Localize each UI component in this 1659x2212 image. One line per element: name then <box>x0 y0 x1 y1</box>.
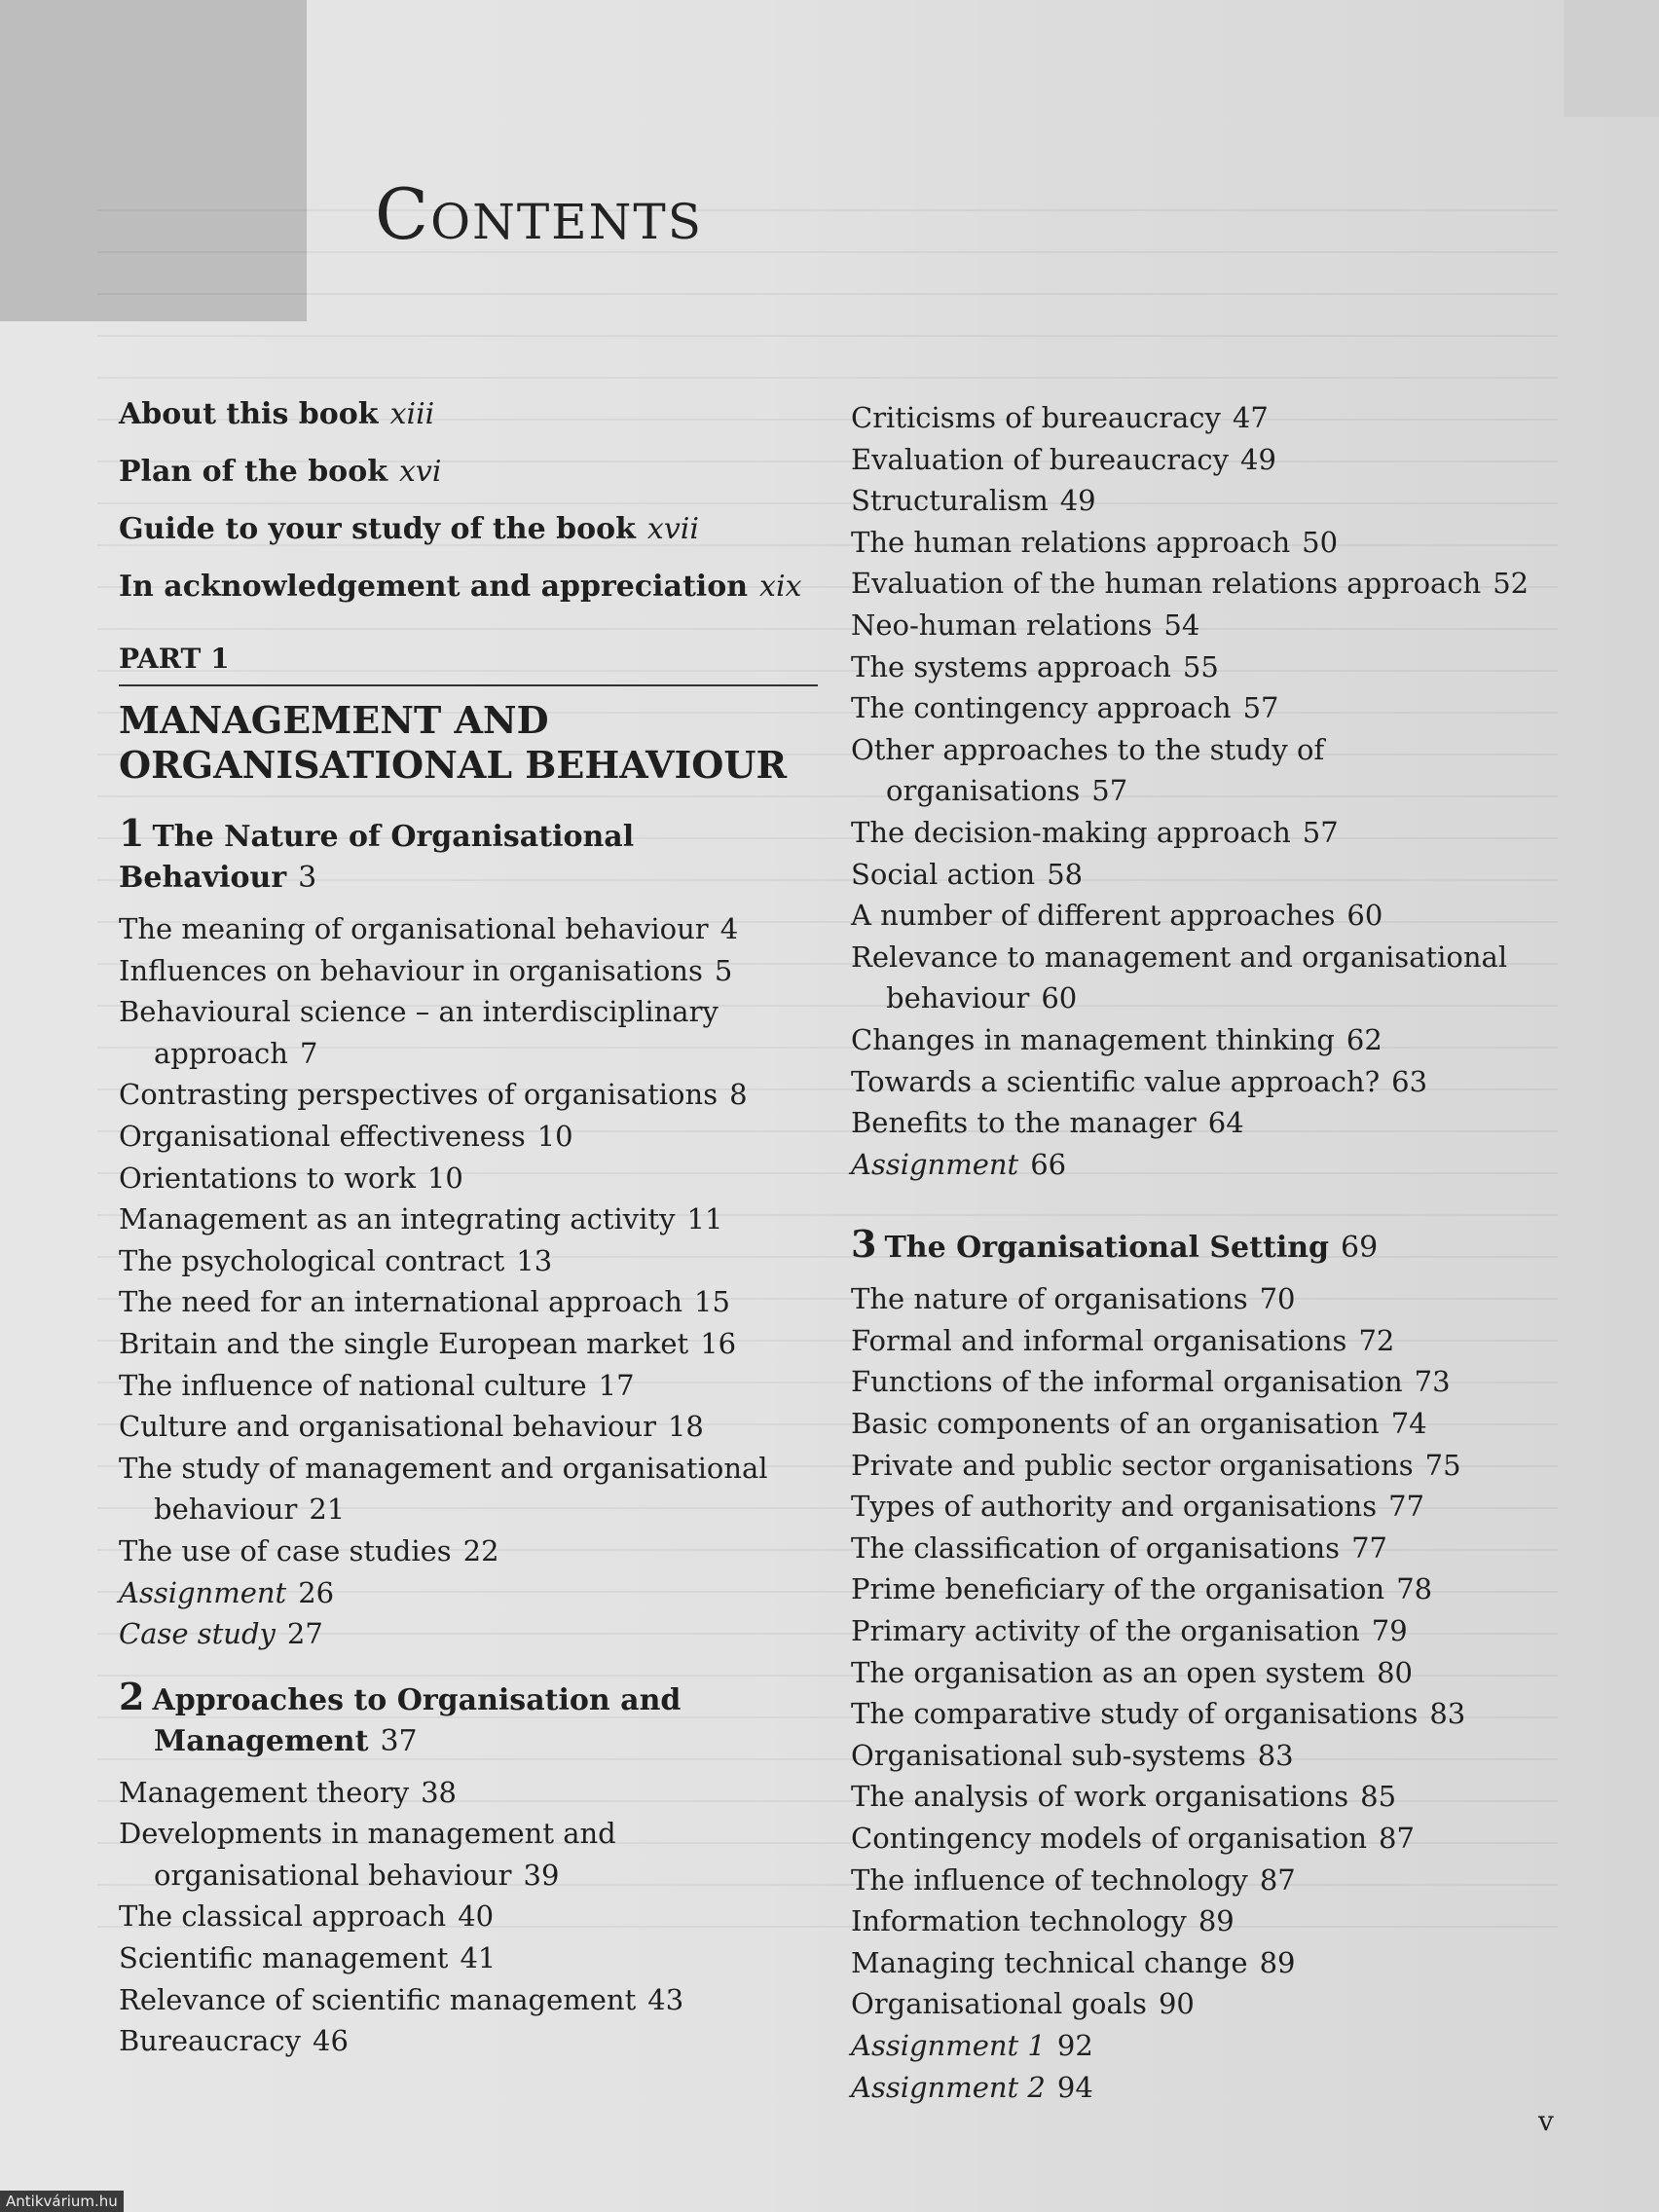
toc-entry-label: Changes in management thinking <box>851 1022 1335 1056</box>
toc-entry-label: The analysis of work organisations <box>851 1780 1349 1814</box>
toc-entry[interactable] <box>119 1979 820 2021</box>
toc-entry-page: 17 <box>598 1368 635 1402</box>
toc-entry[interactable] <box>851 1019 1552 1061</box>
toc-entry-page: 62 <box>1346 1022 1382 1056</box>
toc-entry-page: 70 <box>1259 1282 1296 1316</box>
toc-entry[interactable] <box>851 812 1552 854</box>
toc-entry[interactable] <box>851 1403 1552 1445</box>
toc-entry-label: Organisational effectiveness <box>119 1119 526 1153</box>
toc-entry[interactable] <box>851 1061 1552 1103</box>
toc-entry[interactable] <box>119 1240 820 1282</box>
toc-entry[interactable] <box>119 1406 820 1448</box>
toc-entry-label: Developments in management and organisational behaviour <box>119 1817 616 1892</box>
toc-entry-label: The decision-making approach <box>851 815 1291 849</box>
toc-entry-label: The psychological contract <box>119 1243 505 1277</box>
toc-entry[interactable] <box>851 1320 1552 1362</box>
toc-entry[interactable] <box>851 1102 1552 1144</box>
toc-entry-page: 26 <box>298 1575 335 1609</box>
toc-entry-page: 8 <box>729 1078 748 1112</box>
toc-entry-label: Private and public sector organisations <box>851 1448 1414 1482</box>
toc-entry-page: 73 <box>1414 1365 1451 1399</box>
toc-entry-label: A number of different approaches <box>851 899 1336 933</box>
toc-entry-label: Criticisms of bureaucracy <box>851 401 1221 434</box>
toc-entry-label: The study of management and organisational behaviour <box>119 1451 768 1527</box>
toc-entry[interactable] <box>119 1158 820 1199</box>
toc-entry-label: Orientations to work <box>119 1161 416 1195</box>
toc-entry-page: 79 <box>1371 1614 1408 1648</box>
toc-entry[interactable] <box>851 439 1552 481</box>
toc-entry[interactable] <box>119 1813 820 1896</box>
toc-entry-label: Evaluation of bureaucracy <box>851 442 1230 476</box>
toc-entry-label: Relevance of scientific management <box>119 1982 637 2016</box>
toc-entry-page: 4 <box>719 912 739 945</box>
toc-entry-label: Information technology <box>851 1904 1187 1938</box>
front-matter-entry[interactable]: About this book xiii <box>119 397 435 431</box>
toc-entry-label: The contingency approach <box>851 691 1232 725</box>
toc-entry-page: 38 <box>421 1775 457 1809</box>
toc-entry-label: Social action <box>851 857 1036 891</box>
toc-entry-page: 57 <box>1302 815 1339 849</box>
toc-entry[interactable] <box>851 605 1552 646</box>
toc-entry-page: 63 <box>1391 1064 1428 1098</box>
page-number: v <box>1538 2105 1554 2137</box>
toc-entry[interactable] <box>851 854 1552 896</box>
toc-entry-page: 52 <box>1493 567 1530 601</box>
chapter-1-entries <box>119 908 820 1655</box>
toc-entry-page: 90 <box>1158 1987 1195 2021</box>
toc-entry-label: Influences on behaviour in organisations <box>119 953 703 987</box>
toc-entry-label: Britain and the single European market <box>119 1326 689 1360</box>
toc-entry-label: Formal and informal organisations <box>851 1323 1347 1357</box>
toc-entry[interactable] <box>851 397 1552 439</box>
toc-entry[interactable] <box>851 937 1552 1019</box>
toc-entry[interactable] <box>851 1610 1552 1652</box>
toc-entry[interactable] <box>851 1735 1552 1777</box>
toc-entry-label: Scientific management <box>119 1941 449 1975</box>
toc-entry-label: Structuralism <box>851 484 1049 518</box>
toc-entry[interactable] <box>119 2020 820 2062</box>
toc-entry-page: 49 <box>1059 484 1096 518</box>
toc-entry-page: 83 <box>1429 1697 1466 1731</box>
toc-entry-page: 21 <box>309 1493 346 1527</box>
toc-entry-label: Behavioural science – an interdisciplinary approach <box>119 995 719 1070</box>
toc-entry-page: 87 <box>1259 1862 1296 1897</box>
toc-entry-label: Towards a scientific value approach? <box>851 1064 1381 1098</box>
chapter-3-entries <box>851 1278 1552 2108</box>
toc-entry-page: 39 <box>523 1858 560 1892</box>
toc-entry-page: 87 <box>1379 1822 1415 1855</box>
toc-entry-page: 66 <box>1030 1147 1067 1181</box>
toc-entry[interactable] <box>851 1818 1552 1860</box>
part-label: PART 1 <box>119 643 818 686</box>
chapter-heading[interactable]: 2 Approaches to Organisation and Management 37 <box>119 1674 682 1758</box>
toc-entry-page: 10 <box>426 1161 463 1195</box>
toc-entry[interactable] <box>119 950 820 992</box>
toc-entry-label: Bureaucracy <box>119 2024 301 2058</box>
toc-entry[interactable] <box>119 1896 820 1937</box>
toc-entry-label: Neo-human relations <box>851 608 1153 642</box>
toc-entry-page: 7 <box>299 1036 318 1070</box>
toc-entry[interactable] <box>119 1772 820 1814</box>
chapter-2-entries-continued <box>851 397 1552 1185</box>
toc-entry-label: The meaning of organisational behaviour <box>119 912 709 945</box>
toc-entry-page: 94 <box>1056 2070 1093 2104</box>
toc-entry-page: 22 <box>462 1533 499 1567</box>
toc-entry-label: Other approaches to the study of organisations <box>851 732 1325 808</box>
toc-left-column <box>119 397 820 2062</box>
toc-entry-page: 75 <box>1424 1448 1461 1482</box>
toc-entry-page: 40 <box>458 1899 495 1934</box>
toc-entry-page: 77 <box>1388 1490 1425 1524</box>
front-matter-entry[interactable]: In acknowledgement and appreciation xix <box>119 570 802 604</box>
toc-entry-page: 46 <box>313 2024 349 2058</box>
part-title: MANAGEMENT AND ORGANISATIONAL BEHAVIOUR <box>119 698 788 787</box>
toc-entry[interactable] <box>851 1144 1552 1186</box>
toc-entry-label: Prime beneficiary of the organisation <box>851 1572 1385 1606</box>
toc-entry-label: The organisation as an open system <box>851 1655 1366 1689</box>
toc-entry-page: 18 <box>667 1410 704 1444</box>
toc-entry[interactable] <box>851 1486 1552 1528</box>
toc-entry-label: Assignment <box>119 1575 287 1609</box>
toc-entry-label: Managing technical change <box>851 1945 1248 1979</box>
toc-entry-label: The nature of organisations <box>851 1282 1248 1316</box>
toc-entry[interactable] <box>851 1361 1552 1403</box>
chapter-2-entries <box>119 1772 820 2062</box>
toc-entry[interactable] <box>119 908 820 950</box>
toc-entry-label: Management theory <box>119 1775 410 1809</box>
toc-entry-page: 11 <box>686 1202 723 1236</box>
toc-entry[interactable] <box>851 1983 1552 2025</box>
toc-entry-page: 77 <box>1351 1530 1387 1565</box>
toc-entry-label: Organisational sub-systems <box>851 1738 1246 1772</box>
toc-entry-page: 85 <box>1360 1780 1397 1814</box>
toc-entry-page: 60 <box>1041 981 1078 1015</box>
toc-entry-label: Functions of the informal organisation <box>851 1365 1403 1399</box>
watermark: Antikvárium.hu <box>0 2191 124 2212</box>
chapter-heading[interactable]: 3 The Organisational Setting 69 <box>851 1222 1379 1267</box>
toc-entry[interactable] <box>851 1693 1552 1735</box>
toc-entry-page: 10 <box>536 1119 573 1153</box>
front-matter-entry[interactable]: Plan of the book xvi <box>119 455 442 489</box>
toc-entry[interactable] <box>851 563 1552 605</box>
toc-entry-label: The influence of technology <box>851 1862 1248 1897</box>
toc-entry[interactable] <box>851 1278 1552 1320</box>
toc-entry-page: 74 <box>1390 1407 1427 1441</box>
toc-entry-label: Contrasting perspectives of organisations <box>119 1078 719 1112</box>
page-title: Contents <box>375 173 704 255</box>
toc-entry-label: The systems approach <box>851 649 1171 683</box>
toc-entry[interactable] <box>119 1281 820 1323</box>
toc-entry-page: 89 <box>1259 1945 1296 1979</box>
front-matter-entry[interactable]: Guide to your study of the book xvii <box>119 512 699 546</box>
toc-entry-page: 64 <box>1207 1106 1244 1140</box>
toc-entry-page: 55 <box>1182 649 1219 683</box>
top-edge-strip <box>1564 0 1659 117</box>
toc-entry-page: 57 <box>1242 691 1279 725</box>
toc-entry[interactable] <box>851 1568 1552 1610</box>
toc-entry-label: Benefits to the manager <box>851 1106 1197 1140</box>
toc-entry-page: 49 <box>1240 442 1276 476</box>
toc-entry[interactable] <box>851 1652 1552 1694</box>
toc-entry-page: 15 <box>694 1285 730 1319</box>
toc-right-column <box>851 397 1552 2108</box>
toc-entry-label: Types of authority and organisations <box>851 1490 1378 1524</box>
toc-entry-page: 89 <box>1198 1904 1235 1938</box>
toc-entry-label: Organisational goals <box>851 1987 1147 2021</box>
toc-entry[interactable] <box>119 1116 820 1158</box>
toc-entry-label: Assignment <box>851 1147 1019 1181</box>
toc-entry-page: 78 <box>1396 1572 1433 1606</box>
toc-entry-page: 60 <box>1346 899 1383 933</box>
toc-entry-page: 43 <box>647 1982 684 2016</box>
toc-entry[interactable] <box>119 1613 820 1655</box>
toc-entry[interactable] <box>119 1530 820 1572</box>
toc-entry-label: The need for an international approach <box>119 1285 683 1319</box>
toc-entry-label: Assignment 1 <box>851 2028 1046 2062</box>
toc-entry[interactable] <box>851 2025 1552 2067</box>
toc-entry-label: Culture and organisational behaviour <box>119 1410 656 1444</box>
toc-entry-label: Primary activity of the organisation <box>851 1614 1360 1648</box>
toc-entry-label: Relevance to management and organisational behaviour <box>851 940 1508 1015</box>
toc-entry[interactable] <box>119 1323 820 1365</box>
toc-entry-label: The use of case studies <box>119 1533 452 1567</box>
toc-entry-page: 58 <box>1047 857 1084 891</box>
toc-entry[interactable] <box>851 1528 1552 1569</box>
toc-entry-label: Case study <box>119 1617 276 1651</box>
toc-entry[interactable] <box>851 687 1552 729</box>
toc-entry-page: 13 <box>516 1243 553 1277</box>
toc-entry[interactable] <box>851 2067 1552 2109</box>
toc-entry[interactable] <box>851 1942 1552 1984</box>
toc-entry-label: Basic components of an organisation <box>851 1407 1380 1441</box>
toc-entry-page: 54 <box>1163 608 1200 642</box>
toc-entry-label: The classification of organisations <box>851 1530 1341 1565</box>
toc-entry[interactable] <box>119 1074 820 1116</box>
chapter-heading[interactable]: 1 The Nature of Organisational Behaviour 3 <box>119 811 635 895</box>
toc-entry-page: 57 <box>1091 774 1128 808</box>
toc-entry-label: Evaluation of the human relations approach <box>851 567 1482 601</box>
toc-entry-page: 92 <box>1056 2028 1093 2062</box>
toc-entry-page: 72 <box>1358 1323 1395 1357</box>
toc-entry-label: The human relations approach <box>851 525 1291 559</box>
toc-entry[interactable] <box>851 1860 1552 1901</box>
toc-entry[interactable] <box>119 1198 820 1240</box>
toc-entry-page: 83 <box>1257 1738 1294 1772</box>
toc-entry-label: The influence of national culture <box>119 1368 587 1402</box>
toc-entry[interactable] <box>119 1572 820 1614</box>
toc-entry-label: Management as an integrating activity <box>119 1202 676 1236</box>
toc-entry-page: 47 <box>1232 401 1269 434</box>
toc-entry-label: The classical approach <box>119 1899 447 1934</box>
toc-entry-page: 41 <box>460 1941 497 1975</box>
toc-entry-page: 80 <box>1377 1655 1414 1689</box>
toc-entry[interactable] <box>851 646 1552 688</box>
toc-entry[interactable] <box>119 1365 820 1407</box>
toc-entry[interactable] <box>119 1448 820 1530</box>
toc-entry-label: The comparative study of organisations <box>851 1697 1419 1731</box>
toc-entry[interactable] <box>851 522 1552 564</box>
toc-entry-page: 27 <box>286 1617 323 1651</box>
toc-entry[interactable] <box>851 1900 1552 1942</box>
toc-entry[interactable] <box>851 1445 1552 1487</box>
toc-entry[interactable] <box>851 1776 1552 1818</box>
toc-entry[interactable] <box>851 480 1552 522</box>
toc-entry-label: Assignment 2 <box>851 2070 1046 2104</box>
toc-entry[interactable] <box>119 991 820 1074</box>
toc-entry-page: 16 <box>700 1326 737 1360</box>
toc-entry-page: 5 <box>714 953 733 987</box>
toc-entry-page: 50 <box>1302 525 1339 559</box>
toc-entry[interactable] <box>851 895 1552 937</box>
toc-entry[interactable] <box>119 1937 820 1979</box>
toc-entry-label: Contingency models of organisation <box>851 1822 1368 1855</box>
toc-entry[interactable] <box>851 729 1552 812</box>
